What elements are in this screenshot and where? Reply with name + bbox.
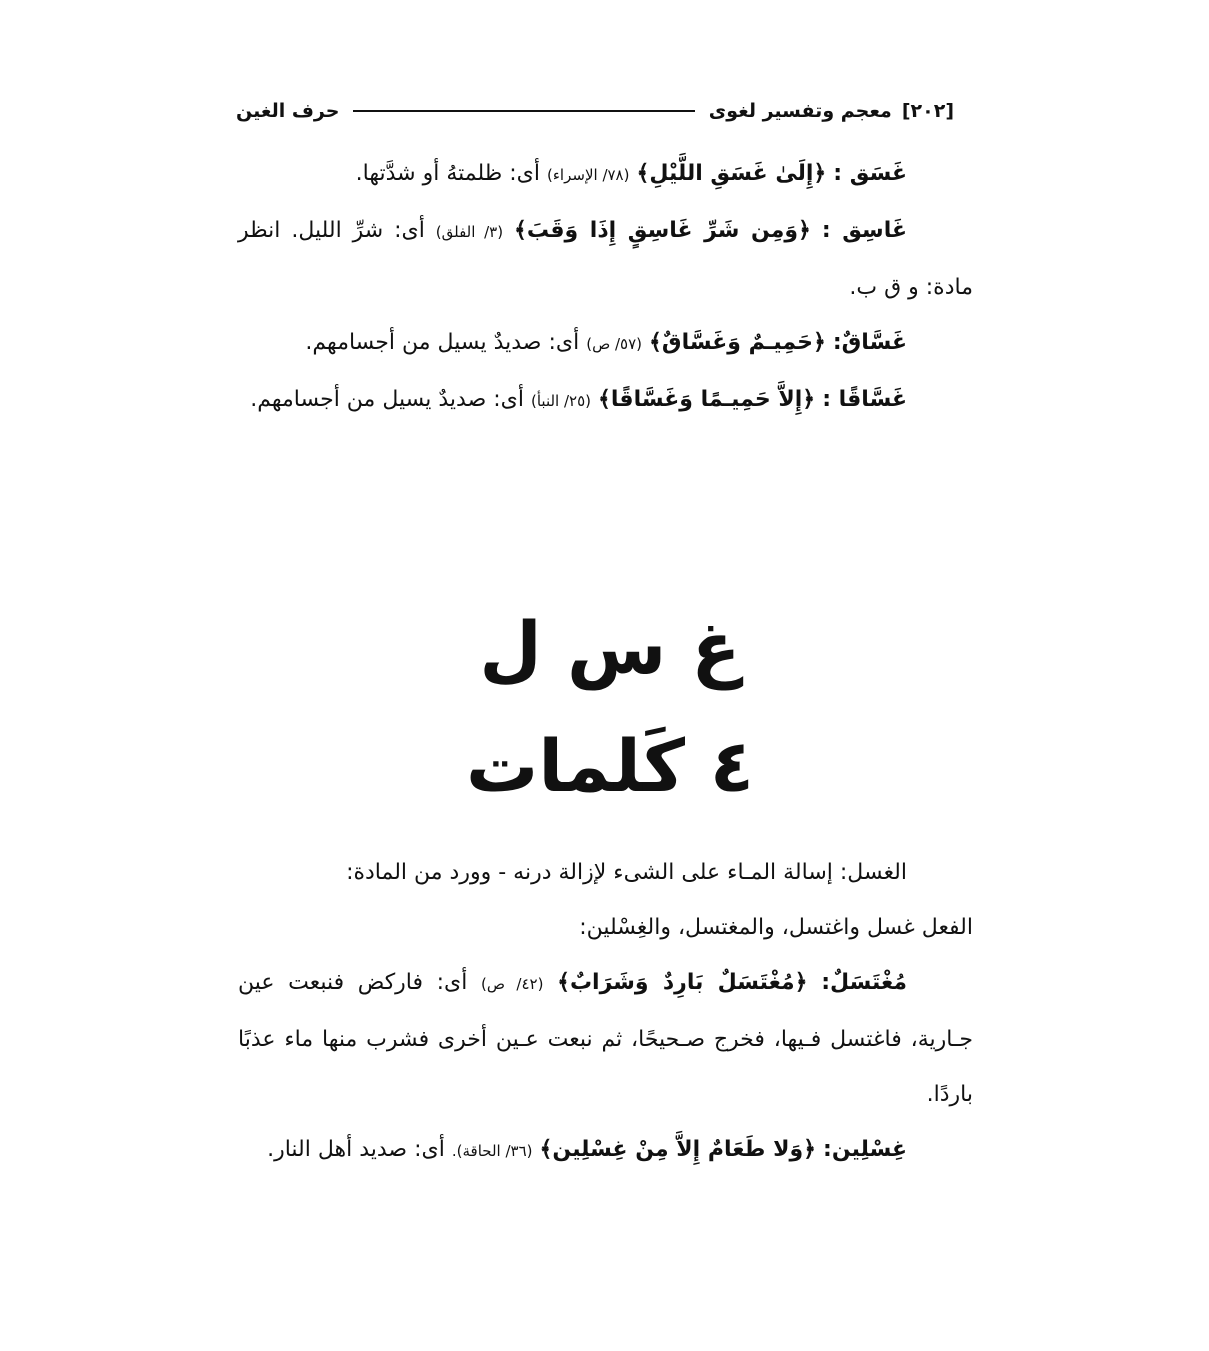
- entries-section-2: [238, 845, 973, 1179]
- entry-headword: غَسَّاقٌ:: [832, 330, 907, 355]
- quran-verse: ﴿إِلاَّ حَمِيـمًا وَغَسَّاقًا﴾: [598, 387, 816, 412]
- entries-section-1: [238, 146, 973, 429]
- root-word-count: ٤ كَلمات: [466, 724, 754, 808]
- quran-verse: ﴿إِلَىٰ غَسَقِ اللَّيْلِ﴾: [636, 161, 827, 186]
- quran-verse: ﴿وَلا طَعَامٌ إِلاَّ مِنْ غِسْلِين﴾: [539, 1137, 817, 1162]
- entry-headword: غَسَق :: [833, 161, 907, 186]
- entry-headword: غَاسِق :: [821, 218, 907, 243]
- quran-verse: ﴿مُغْتَسَلٌ بَارِدٌ وَشَرَابٌ﴾: [557, 970, 808, 995]
- entry-meaning: أى: صديدٌ يسيل من أجسامهم.: [250, 387, 524, 412]
- entry-meaning: أى: ظلمتهُ أو شدَّتها.: [355, 161, 541, 186]
- entry-meaning: أى: شرِّ الليل. انظر مادة: و ق ب.: [238, 218, 973, 300]
- entry-ghislin: [238, 1122, 973, 1179]
- intro-line-2: الفعل غسل واغتسل، والمغتسل، والغِسْلين:: [579, 915, 973, 940]
- page-number: [٢٠٢]: [901, 100, 954, 122]
- intro-line-1: الغسل: إسالة المـاء على الشىء لإزالة درنه - وورد من المادة:: [346, 860, 907, 885]
- root-letters-heading: غ س ل: [479, 606, 741, 690]
- quran-verse: ﴿حَمِيـمٌ وَغَسَّاقٌ﴾: [649, 330, 826, 355]
- entry-ghassaqan: [238, 372, 973, 429]
- entry-meaning: أى: فاركض فنبعت عين جـارية، فاغتسل فـيها، فخرج صـحيحًا، ثم نبعت عـين أخرى فشرب منها ماء عذبًا باردًا.: [238, 970, 973, 1107]
- entry-mughtasal: [238, 955, 973, 1122]
- entry-headword: غَسَّاقًا :: [822, 387, 907, 412]
- verse-reference: (٣٦/ الحاقة).: [451, 1142, 533, 1160]
- header-rule: [353, 110, 694, 112]
- book-title: معجم وتفسير لغوى: [708, 100, 892, 122]
- entry-ghasiq: [238, 203, 973, 315]
- verse-reference: (٤٢/ ص): [481, 975, 544, 993]
- verse-reference: (٢٥/ النبأ): [531, 392, 592, 410]
- entry-headword: مُغْتَسَلٌ:: [821, 970, 908, 995]
- running-header: [236, 94, 954, 128]
- entry-ghassaq: [238, 315, 973, 372]
- entry-headword: غِسْلِين:: [823, 1137, 907, 1162]
- entry-meaning: أى: صديد أهل النار.: [267, 1137, 445, 1162]
- quran-verse: ﴿وَمِن شَرِّ غَاسِقٍ إِذَا وَقَبَ﴾: [513, 218, 811, 243]
- section-title: حرف الغين: [236, 100, 340, 122]
- verse-reference: (٣/ الفلق): [435, 223, 504, 241]
- entry-meaning: أى: صديدٌ يسيل من أجسامهم.: [305, 330, 580, 355]
- verse-reference: (٧٨/ الإسراء): [547, 166, 630, 184]
- entry-ghasaq: [238, 146, 973, 203]
- verse-reference: (٥٧/ ص): [586, 335, 643, 353]
